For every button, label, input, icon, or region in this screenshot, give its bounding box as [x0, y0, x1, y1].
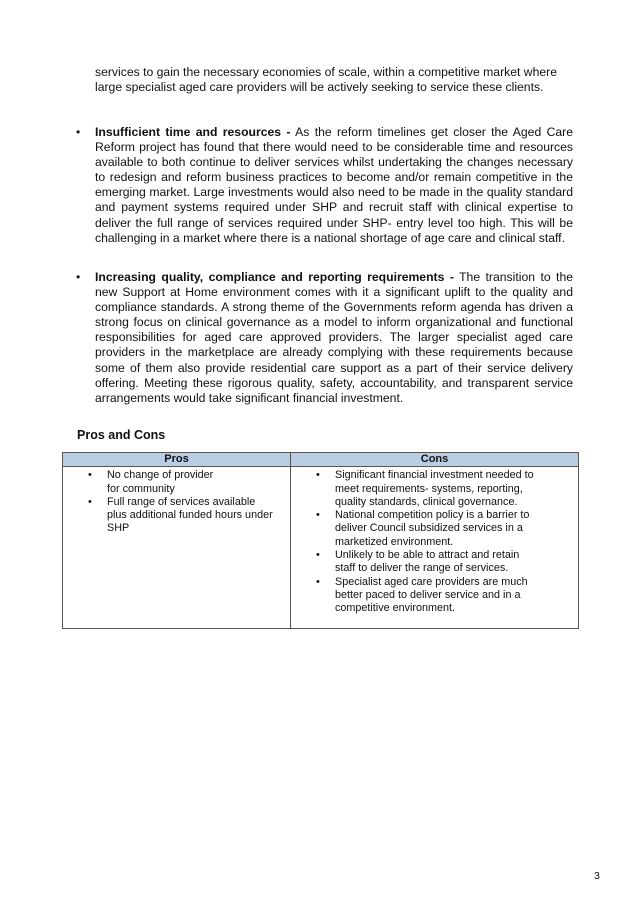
- bullet-marker: •: [76, 125, 81, 139]
- list-item: • Specialist aged care providers are much better paced to deliver service and in a competitive environment.: [291, 576, 555, 616]
- bullet-lead: Insufficient time and resources -: [95, 125, 291, 139]
- bullet-marker: •: [76, 270, 81, 284]
- bullet-text: The transition to the new Support at Home environment comes with it a significant uplift to the quality and compliance standards. A strong theme of the Governments reform agenda has driven a strong focus on clinical governance as a model to inform organizational and functional responsibilities for aged care approved providers. The larger specialist aged care providers in the marketplace are already complying with these requirements because some of them also provide residential care support as a part of their service delivery offering. Meeting these rigorous quality, safety, accountability, and transparent service arrangements would take significant financial investment.: [95, 270, 573, 405]
- intro-paragraph: services to gain the necessary economies of scale, within a competitive market where large specialist aged care providers will be actively seeking to service these clients.: [95, 65, 557, 95]
- table-row: [63, 467, 579, 629]
- pros-cell: [63, 467, 291, 629]
- pros-header: Pros: [63, 453, 291, 467]
- bullet-item-time-resources: [95, 125, 573, 246]
- cons-cell: [291, 467, 579, 629]
- list-item: • No change of provider for community: [63, 469, 233, 496]
- cons-list: [291, 469, 578, 615]
- cons-header: Cons: [291, 453, 579, 467]
- bullet-lead: Increasing quality, compliance and reporting requirements -: [95, 270, 454, 284]
- section-heading: Pros and Cons: [77, 428, 166, 442]
- bullet-text: As the reform timelines get closer the Aged Care Reform project has found that there would need to be considerable time and resources available to both continue to deliver services whilst undertaking the changes necessary to redesign and reform business practices to become and/or remain competitive in the emerging market. Large investments would also need to be made in the quality standard and payment systems required under SHP and recruit staff with clinical expertise to deliver the full range of services required under SHP- entry level too high. This will be challenging in a market where there is a national shortage of age care and clinical staff.: [95, 125, 573, 245]
- pros-cons-table: [62, 452, 579, 629]
- list-item: • National competition policy is a barrier to deliver Council subsidized services in a marketized environment.: [291, 509, 551, 549]
- pros-list: [63, 469, 290, 535]
- page-number: 3: [594, 870, 600, 882]
- list-item: • Unlikely to be able to attract and retain staff to deliver the range of services.: [291, 549, 541, 576]
- list-item: • Full range of services available plus additional funded hours under SHP: [63, 496, 281, 536]
- bullet-item-quality-compliance: [95, 270, 573, 406]
- table-header-row: [63, 453, 579, 467]
- list-item: • Significant financial investment needed to meet requirements- systems, reporting, quality standards, clinical governance.: [291, 469, 551, 509]
